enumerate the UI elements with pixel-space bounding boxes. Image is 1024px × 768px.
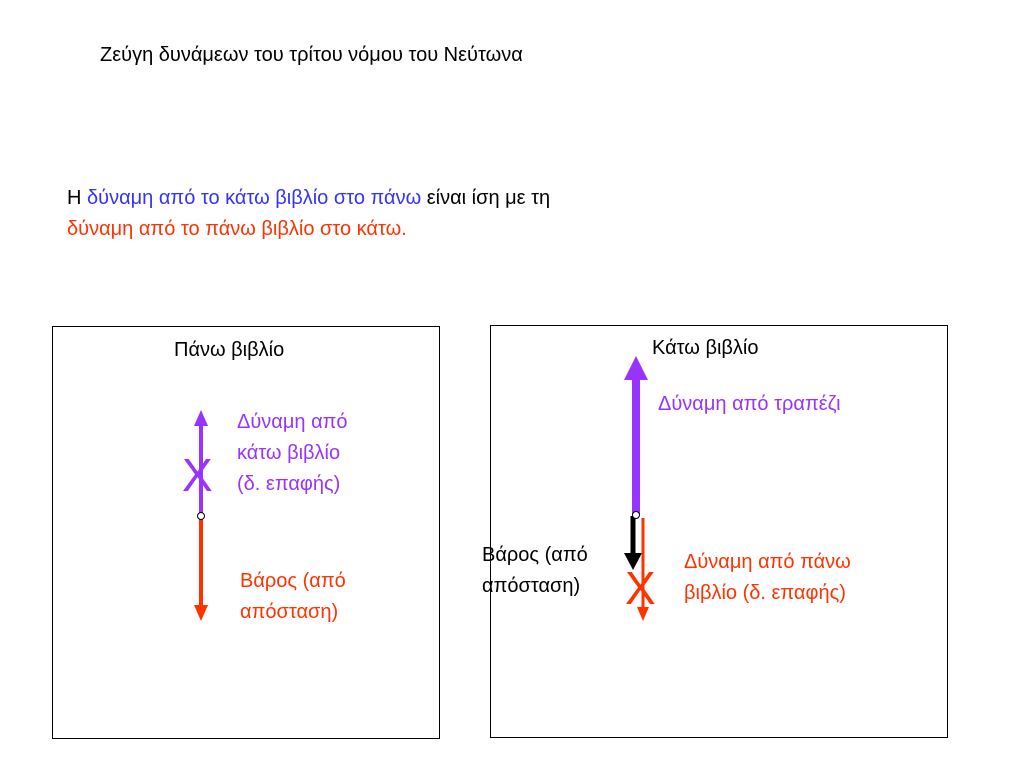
statement-part-3: είναι ίση με τη [421,187,551,209]
left-up-force-label-line: κάτω βιβλίο [237,442,341,464]
left-cancel-mark: X [182,449,213,501]
statement-part-2: δύναμη από το κάτω βιβλίο στο πάνω [87,187,422,209]
slide-title: Ζεύγη δυνάμεων του τρίτου νόμου του Νεύτωνα [100,44,523,66]
statement-part-1: Η [67,187,87,209]
right-contact-point [633,512,640,519]
right-contact-force-label-line: Δύναμη από πάνω [684,551,851,573]
right-table-force-arrow [624,356,648,514]
left-up-force-label [237,407,348,500]
right-cancel-mark: X [625,562,656,614]
right-contact-force-label [684,547,851,609]
left-weight-arrow [194,517,208,621]
right-weight-label [482,540,588,602]
right-weight-label-line: Βάρος (από [482,544,588,566]
right-contact-force-label-line: βιβλίο (δ. επαφής) [684,582,846,604]
left-weight-label-line: Βάρος (από [240,570,346,592]
top-book-heading: Πάνω βιβλίο [174,339,285,361]
left-up-force-label-line: Δύναμη από [237,411,348,433]
left-weight-label-line: απόσταση) [240,601,339,623]
right-table-force-label: Δύναμη από τραπέζι [658,393,841,415]
right-weight-label-line: απόσταση) [482,575,581,597]
left-weight-label [240,566,346,628]
left-contact-point [198,513,205,520]
statement-part-4: δύναμη από το πάνω βιβλίο στο κάτω. [67,218,407,240]
bottom-book-heading: Κάτω βιβλίο [652,337,759,359]
left-up-force-label-line: (δ. επαφής) [237,473,341,495]
